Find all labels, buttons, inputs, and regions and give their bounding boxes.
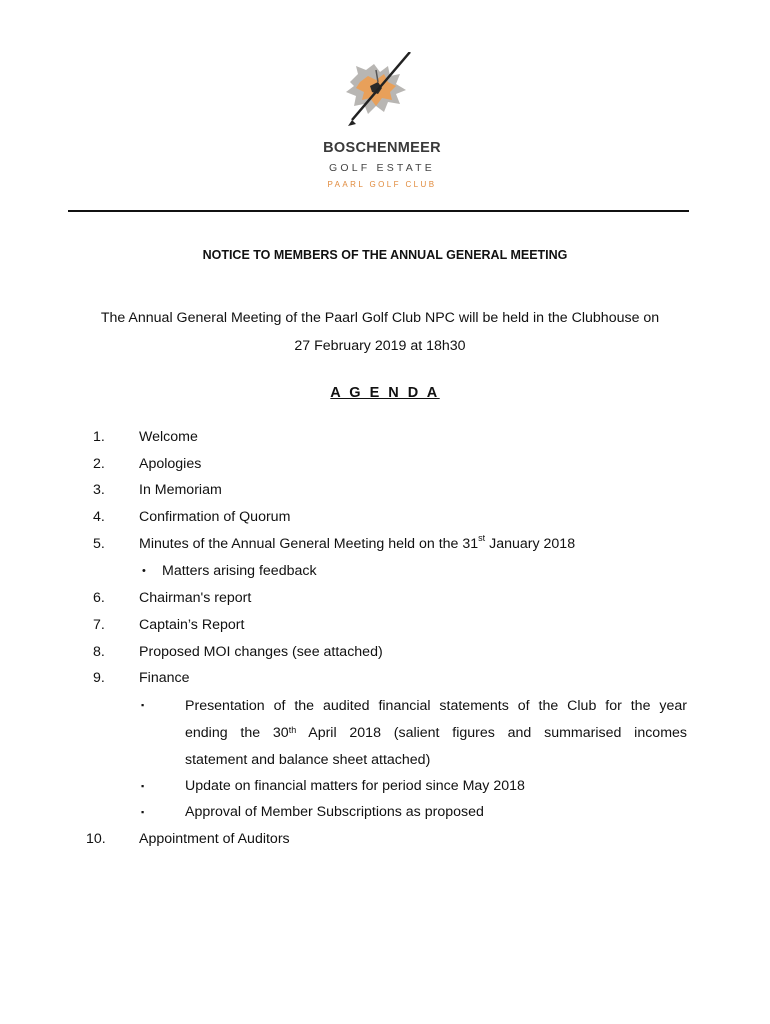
agenda-item-number: 5.: [93, 536, 105, 552]
finance-sub-item-text: Approval of Member Subscriptions as proposed: [185, 804, 484, 820]
header-divider: [68, 210, 689, 212]
brand-club-name: PAARL GOLF CLUB: [327, 180, 437, 189]
square-bullet-icon: ▪: [141, 781, 145, 791]
agenda-item-text: Welcome: [139, 429, 198, 445]
brand-subtitle: GOLF ESTATE: [329, 162, 435, 174]
finance-sub-item-text: Presentation of the audited financial statements of the Club for the year ending the 30th April 2018 (salient figures and summarised incomes statement and balance sheet attached): [185, 698, 687, 768]
agenda-item-text: Apologies: [139, 456, 202, 472]
agenda-item-number: 10.: [86, 831, 106, 847]
agenda-item-text: Chairman's report: [139, 590, 252, 606]
bullet-icon: •: [142, 565, 146, 577]
agenda-item-text: Confirmation of Quorum: [139, 509, 291, 525]
agenda-item-number: 8.: [93, 644, 105, 660]
intro-line-1: The Annual General Meeting of the Paarl Golf Club NPC will be held in the Clubhouse on: [100, 310, 660, 326]
agenda-item-text: Proposed MOI changes (see attached): [139, 644, 383, 660]
finance-sub-item-text: Update on financial matters for period since May 2018: [185, 778, 525, 794]
square-bullet-icon: ▪: [141, 807, 145, 817]
agenda-item-number: 6.: [93, 590, 105, 606]
agenda-item-text: Minutes of the Annual General Meeting held on the 31st January 2018: [139, 533, 576, 552]
agenda-item-number: 3.: [93, 482, 105, 498]
agenda-item-number: 7.: [93, 617, 105, 633]
notice-title: NOTICE TO MEMBERS OF THE ANNUAL GENERAL MEETING: [202, 248, 568, 262]
brand-name: BOSCHENMEER: [323, 140, 441, 156]
agenda-item-text: Appointment of Auditors: [139, 831, 290, 847]
agenda-item-text: In Memoriam: [139, 482, 222, 498]
square-bullet-icon: ▪: [141, 700, 145, 710]
intro-line-2: 27 February 2019 at 18h30: [294, 338, 466, 354]
agenda-item-text: Captain’s Report: [139, 617, 245, 633]
vine-leaf-golf-club-icon: [330, 52, 440, 130]
agenda-item-number: 2.: [93, 456, 105, 472]
agenda-item-text: Finance: [139, 670, 190, 686]
agenda-item-number: 9.: [93, 670, 105, 686]
agenda-item-number: 4.: [93, 509, 105, 525]
intro-paragraph: [60, 304, 700, 360]
agenda-item-number: 1.: [93, 429, 105, 445]
agenda-sub-item-text: Matters arising feedback: [162, 563, 317, 579]
agenda-title: A G E N D A: [330, 385, 440, 401]
